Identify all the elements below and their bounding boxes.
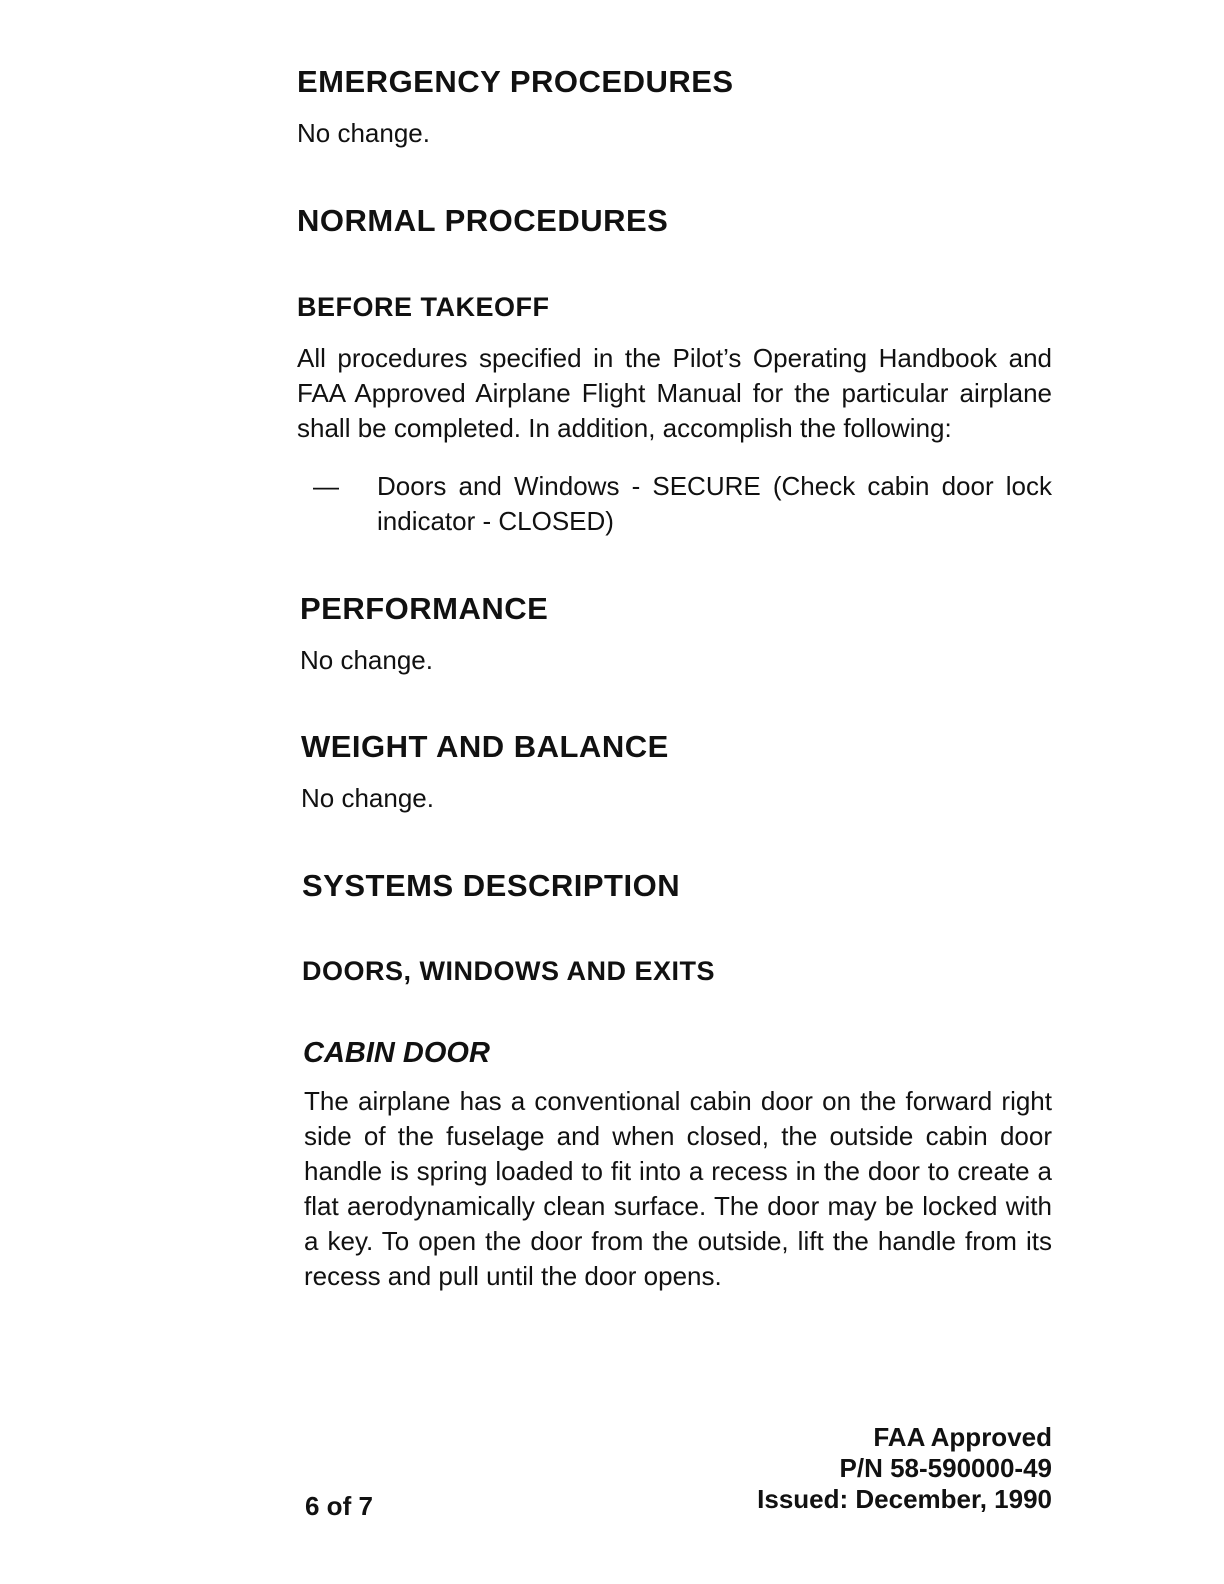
- document-page: [297, 60, 1052, 1294]
- before-takeoff-bullet: [297, 469, 1052, 539]
- bullet-text: Doors and Windows - SECURE (Check cabin door lock indicator - CLOSED): [377, 471, 1052, 536]
- page-footer: [305, 1422, 1052, 1522]
- emergency-procedures-body: No change.: [297, 118, 430, 148]
- page-number: 6 of 7: [305, 1491, 373, 1521]
- before-takeoff-body: All procedures specified in the Pilot’s Operating Handbook and FAA Approved Airplane Flight Manual for the particular airplane shall be completed. In addition, accomplish the following:: [297, 343, 1052, 443]
- cabin-door-heading: CABIN DOOR: [303, 1037, 490, 1069]
- weight-and-balance-body: No change.: [301, 783, 434, 813]
- doors-windows-exits-heading: DOORS, WINDOWS AND EXITS: [302, 956, 716, 986]
- performance-body: No change.: [300, 645, 433, 675]
- issued-date: Issued: December, 1990: [757, 1484, 1052, 1514]
- before-takeoff-heading: BEFORE TAKEOFF: [297, 292, 550, 322]
- emergency-procedures-heading: EMERGENCY PROCEDURES: [297, 64, 734, 99]
- cabin-door-body: The airplane has a conventional cabin door on the forward right side of the fuselage and when closed, the outside cabin door handle is spring loaded to fit into a recess in the door to create a flat aerodynamically clean surface. The door may be locked with a key. To open the door from the outside, lift the handle from its recess and pull until the door opens.: [304, 1086, 1052, 1291]
- systems-description-heading: SYSTEMS DESCRIPTION: [302, 868, 681, 903]
- faa-approved-label: FAA Approved: [873, 1422, 1052, 1452]
- normal-procedures-heading: NORMAL PROCEDURES: [297, 203, 669, 238]
- bullet-dash: —: [313, 471, 339, 501]
- approval-block: [757, 1422, 1052, 1515]
- performance-heading: PERFORMANCE: [300, 591, 549, 626]
- weight-and-balance-heading: WEIGHT AND BALANCE: [301, 729, 669, 764]
- part-number: P/N 58-590000-49: [839, 1453, 1052, 1483]
